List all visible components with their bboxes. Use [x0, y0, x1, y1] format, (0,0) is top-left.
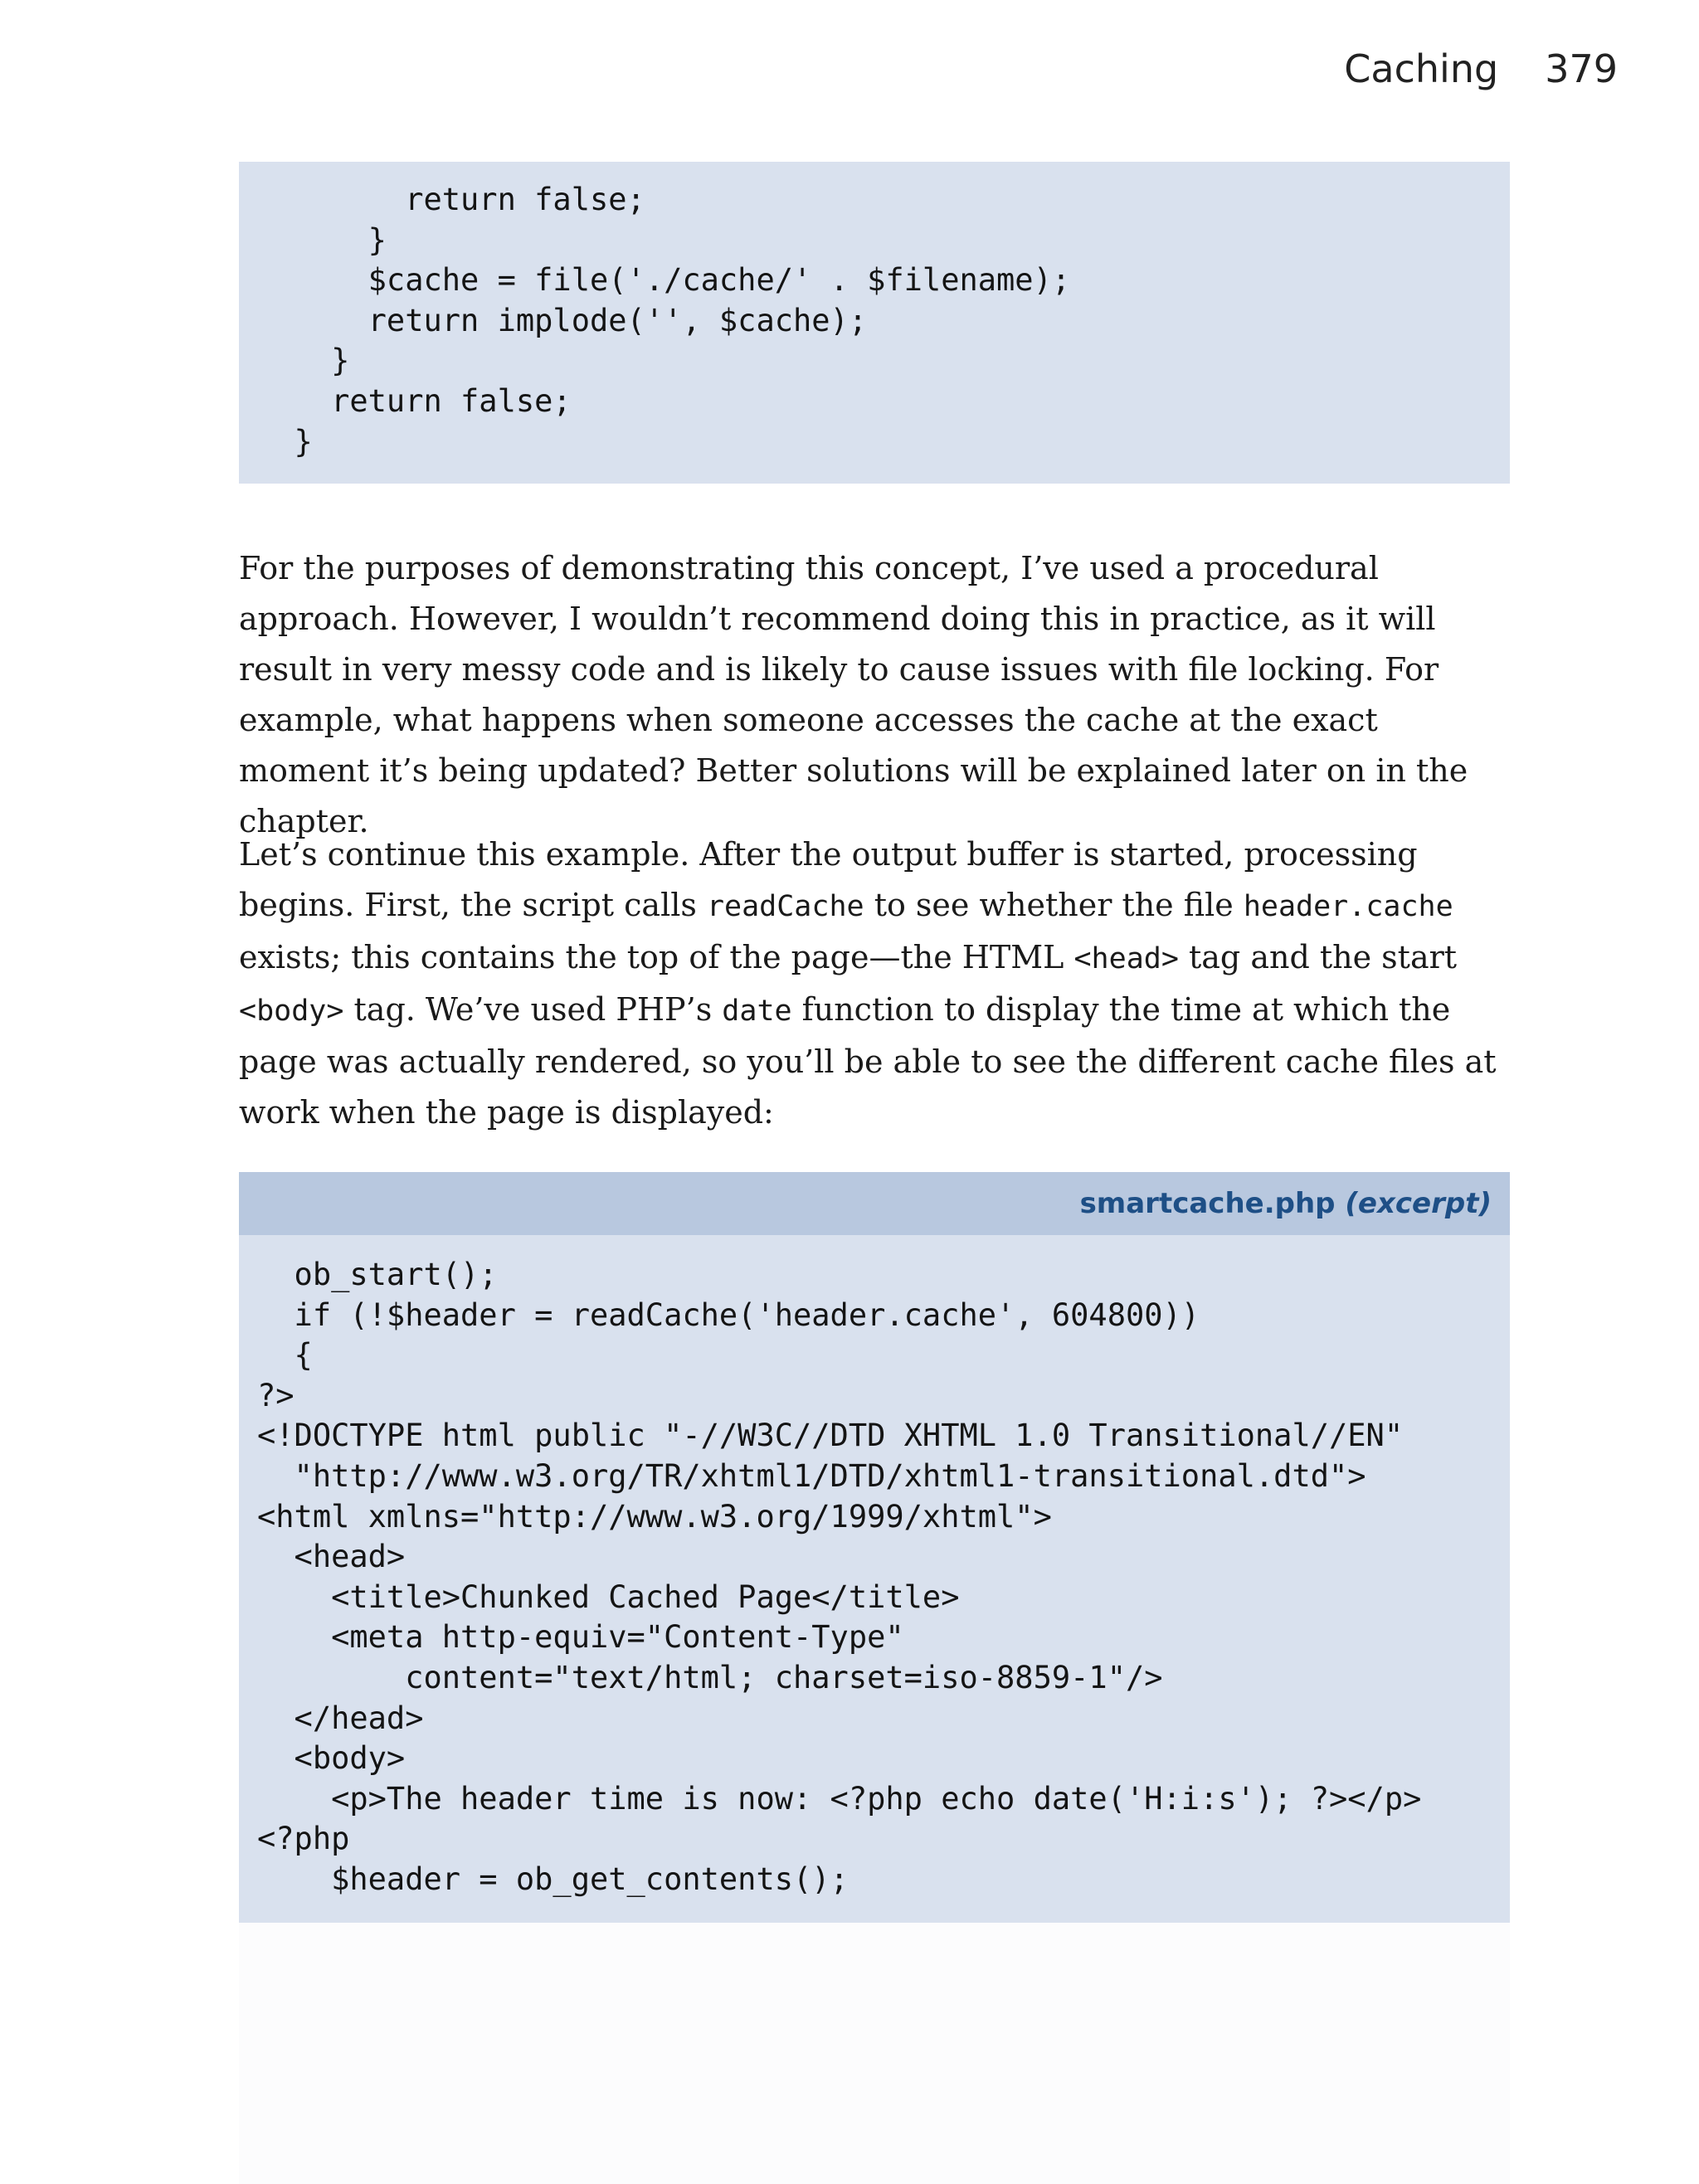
body-paragraph: For the purposes of demonstrating this concept, I’ve used a procedural approach. However, I wouldn’t recommend doing this in practice, as it will result in very messy code and is likely to cause issues with file locking. For example, what happens when someone accesses the cache at the exact moment it’s being updated? Better solutions will be explained later on in the chapter.: [239, 550, 1468, 839]
code-block: ob_start(); if (!$header = readCache('header.cache', 604800)) { ?> <!DOCTYPE html public "-//W3C//DTD XHTML 1.0 Transitional//EN" "http://www.w3.org/TR/xhtml1/DTD/xhtml1-transitional.dtd"> <html xmlns="http://www.w3.org/1999/xhtml"> <head> <title>Chunked Cached Page</title> <meta http-equiv="Content-Type" content="text/html; charset=iso-8859-1"/> </head> <body> <p>The header time is now: <?php echo date('H:i:s'); ?></p> <?php $header = ob_get_contents();: [257, 1257, 1422, 1897]
code-qualifier: (excerpt): [1345, 1187, 1492, 1220]
section-title: Caching: [1344, 46, 1499, 91]
code-block: return false; } $cache = file('./cache/' . $filename); return implode('', $cache); } return false; }: [294, 182, 1071, 460]
code-listing-continued: [239, 162, 1510, 484]
inline-code-date: date: [722, 995, 792, 1028]
text-run: function to display the time at which the page was actually rendered, so you’ll be able to see the different cache files at work when the page is displayed:: [239, 991, 1497, 1131]
code-caption: [239, 1172, 1510, 1235]
code-filename: smartcache.php: [1079, 1187, 1336, 1220]
running-header: [1344, 46, 1618, 91]
body-paragraph-with-code: [239, 829, 1510, 1138]
text-run: to see whether the file: [864, 887, 1244, 923]
page-shading: [239, 1923, 1510, 2184]
text-run: exists; this contains the top of the page—the HTML: [239, 939, 1074, 975]
inline-code-filename: header.cache: [1243, 890, 1453, 923]
inline-code-head-tag: <head>: [1073, 942, 1179, 975]
code-listing-smartcache: [239, 1172, 1510, 1923]
text-run: tag. We’ve used PHP’s: [343, 991, 723, 1028]
text-run: Let’s continue this example. After the output buffer is started, processing begins. First, the script calls: [239, 836, 1418, 923]
inline-code-body-tag: <body>: [239, 995, 344, 1028]
inline-code-readcache: readCache: [706, 890, 864, 923]
text-run: tag and the start: [1178, 939, 1458, 975]
page-number: 379: [1545, 46, 1618, 91]
